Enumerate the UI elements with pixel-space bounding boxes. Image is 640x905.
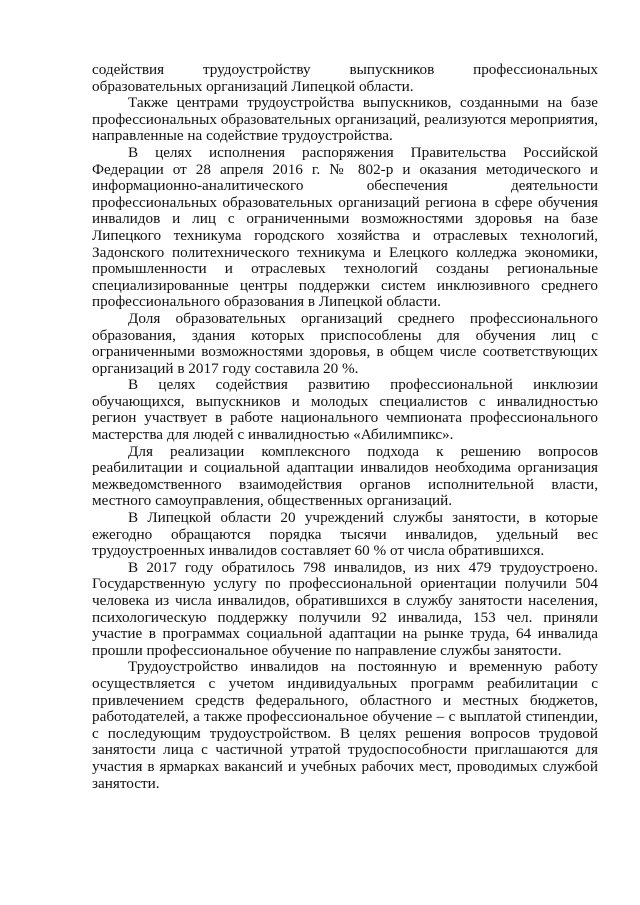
paragraph-abilympics: В целях содействия развитию профессиональной инклюзии обучающихся, выпускников и молодых специалистов с инвалидностью регион участвует в работе национального чемпионата профессионального мастерства для людей с инвалидностью «Абилимпикс».	[92, 376, 598, 444]
paragraph-interagency-cooperation: Для реализации комплексного подхода к решению вопросов реабилитации и социальной адаптации инвалидов необходима организация межведомственного взаимодействия органов исполнительной власти, местного самоуправления, общественных организаций.	[92, 442, 598, 510]
paragraph-accessible-buildings-share: Доля образовательных организаций среднего профессионального образования, здания которых приспособлены для обучения лиц с ограниченными возможностями здоровья, в общем числе соответствующих организаций в 2017 году составила 20 %.	[92, 309, 598, 377]
paragraph-inclusive-education-centers: В целях исполнения распоряжения Правительства Российской Федерации от 28 апреля 2016 г. № 802-р и оказания методического и информационно-аналитического обеспечения деятельности профессиональных образовательных организаций региона в сфере обучения инвалидов и лиц с ограниченными возможностями здоровья на базе Липецкого техникума городского хозяйства и отраслевых технологий, Задонского политехнического техникума и Елецкого колледжа экономики, промышленности и отраслевых технологий созданы региональные специализированные центры поддержки систем инклюзивного среднего профессионального образования в Липецкой области.	[92, 143, 598, 311]
paragraph-employment-centers: Также центрами трудоустройства выпускников, созданными на базе профессиональных образовательных организаций, реализуются мероприятия, направленные на содействие трудоустройства.	[92, 94, 598, 145]
paragraph-employment-service-stats: В Липецкой области 20 учреждений службы занятости, в которые ежегодно обращаются порядка тысячи инвалидов, удельный вес трудоустроенных инвалидов составляет 60 % от числа обратившихся.	[92, 509, 598, 560]
paragraph-2017-results: В 2017 году обратилось 798 инвалидов, из них 479 трудоустроено. Государственную услугу по профессиональной ориентации получили 504 человека из числа инвалидов, обратившихся в службу занятости населения, психологическую поддержку получили 92 инвалида, 153 чел. приняли участие в программах социальной адаптации на рынке труда, 64 инвалида прошли профессиональное обучение по направление службы занятости.	[92, 558, 598, 659]
paragraph-graduate-employment-support: содействия трудоустройству выпускников профессиональных образовательных организаций Липецкой области.	[92, 61, 598, 95]
document-page	[92, 62, 598, 792]
paragraph-disabled-employment: Трудоустройство инвалидов на постоянную и временную работу осуществляется с учетом индивидуальных программ реабилитации с привлечением средств федерального, областного и местных бюджетов, работодателей, а также профессиональное обучение – с выплатой стипендии, с последующим трудоустройством. В целях решения вопросов трудовой занятости лица с частичной утратой трудоспособности приглашаются для участия в ярмарках вакансий и учебных рабочих мест, проводимых службой занятости.	[92, 658, 598, 792]
